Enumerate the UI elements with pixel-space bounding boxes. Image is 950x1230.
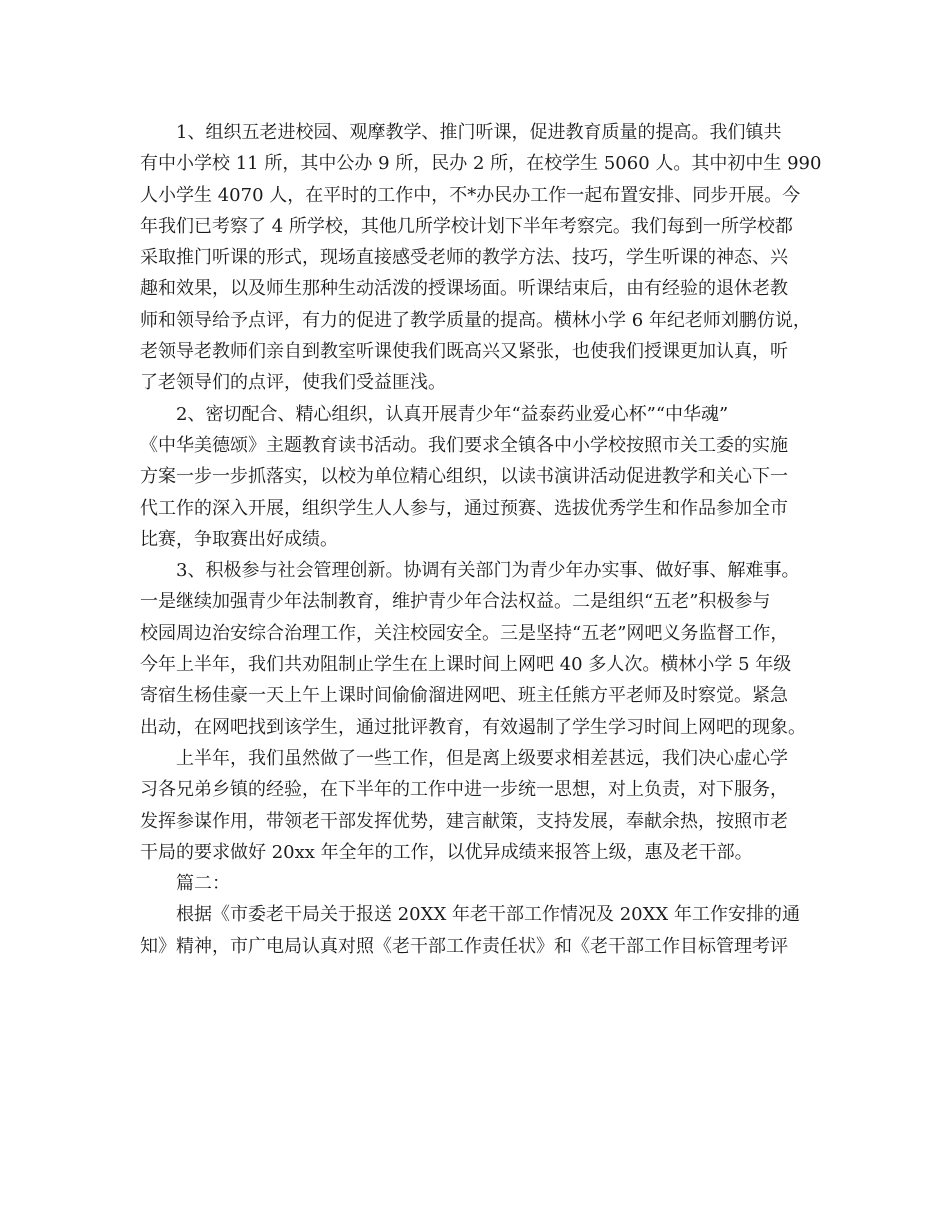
text-line: 采取推门听课的形式，现场直接感受老师的教学方法、技巧，学生听课的神态、兴 <box>140 247 788 269</box>
text-line: 了老领导们的点评，使我们受益匪浅。 <box>140 372 446 394</box>
text-line: 上半年，我们虽然做了一些工作，但是离上级要求相差甚远，我们决心虚心学 <box>176 747 788 769</box>
document-body <box>140 117 825 962</box>
text-line: 习各兄弟乡镇的经验，在下半年的工作中进一步统一思想，对上负责，对下服务， <box>140 779 788 801</box>
text-line: 知》精神，市广电局认真对照《老干部工作责任状》和《老干部工作目标管理考评 <box>140 935 788 957</box>
text-line: 趣和效果，以及师生那种生动活泼的授课场面。听课结束后，由有经验的退休老教 <box>140 278 788 300</box>
text-line: 1、组织五老进校园、观摩教学、推门听课，促进教育质量的提高。我们镇共 <box>176 122 782 143</box>
text-line: 人小学生 4070 人，在平时的工作中，不*办民办工作一起布置安排、同步开展。今 <box>140 184 801 206</box>
text-line: 有中小学校 11 所，其中公办 9 所，民办 2 所，在校学生 5060 人。其中初中生 990 <box>140 153 822 175</box>
text-line: 校园周边治安综合治理工作，关注校园安全。三是坚持“五老”网吧义务监督工作， <box>140 622 789 644</box>
text-line: 2、密切配合、精心组织，认真开展青少年“益泰药业爱心杯”“中华魂” <box>176 403 729 425</box>
text-line: 寄宿生杨佳豪一天上午上课时间偷偷溜进网吧、班主任熊方平老师及时察觉。紧急 <box>140 685 788 707</box>
text-line: 老领导老教师们亲自到教室听课使我们既高兴又紧张，也使我们授课更加认真，听 <box>140 341 788 363</box>
text-line: 发挥参谋作用，带领老干部发挥优势，建言献策，支持发展，奉献余热，按照市老 <box>140 810 788 832</box>
text-line: 年我们已考察了 4 所学校，其他几所学校计划下半年考察完。我们每到一所学校都 <box>140 215 793 237</box>
text-line: 一是继续加强青少年法制教育，维护青少年合法权益。二是组织“五老”积极参与 <box>140 591 771 613</box>
text-line: 根据《市委老干局关于报送 20XX 年老干部工作情况及 20XX 年工作安排的通 <box>176 904 800 926</box>
text-line: 《中华美德颂》主题教育读书活动。我们要求全镇各中小学校按照市关工委的实施 <box>140 434 788 456</box>
text-line: 篇二： <box>176 873 230 895</box>
text-line: 代工作的深入开展，组织学生人人参与，通过预赛、选拔优秀学生和作品参加全市 <box>140 497 788 519</box>
text-line: 方案一步一步抓落实，以校为单位精心组织，以读书演讲活动促进教学和关心下一 <box>140 466 788 488</box>
text-line: 干局的要求做好 20xx 年全年的工作，以优异成绩来报答上级，惠及老干部。 <box>140 841 753 863</box>
text-line: 3、积极参与社会管理创新。协调有关部门为青少年办实事、做好事、解难事。 <box>176 560 800 582</box>
text-line: 出动，在网吧找到该学生，通过批评教育，有效遏制了学生学习时间上网吧的现象。 <box>140 716 806 738</box>
text-line: 比赛，争取赛出好成绩。 <box>140 528 338 550</box>
text-line: 师和领导给予点评，有力的促进了教学质量的提高。横林小学 6 年纪老师刘鹏仿说， <box>140 309 811 331</box>
text-line: 今年上半年，我们共劝阻制止学生在上课时间上网吧 40 多人次。横林小学 5 年级 <box>140 654 792 676</box>
